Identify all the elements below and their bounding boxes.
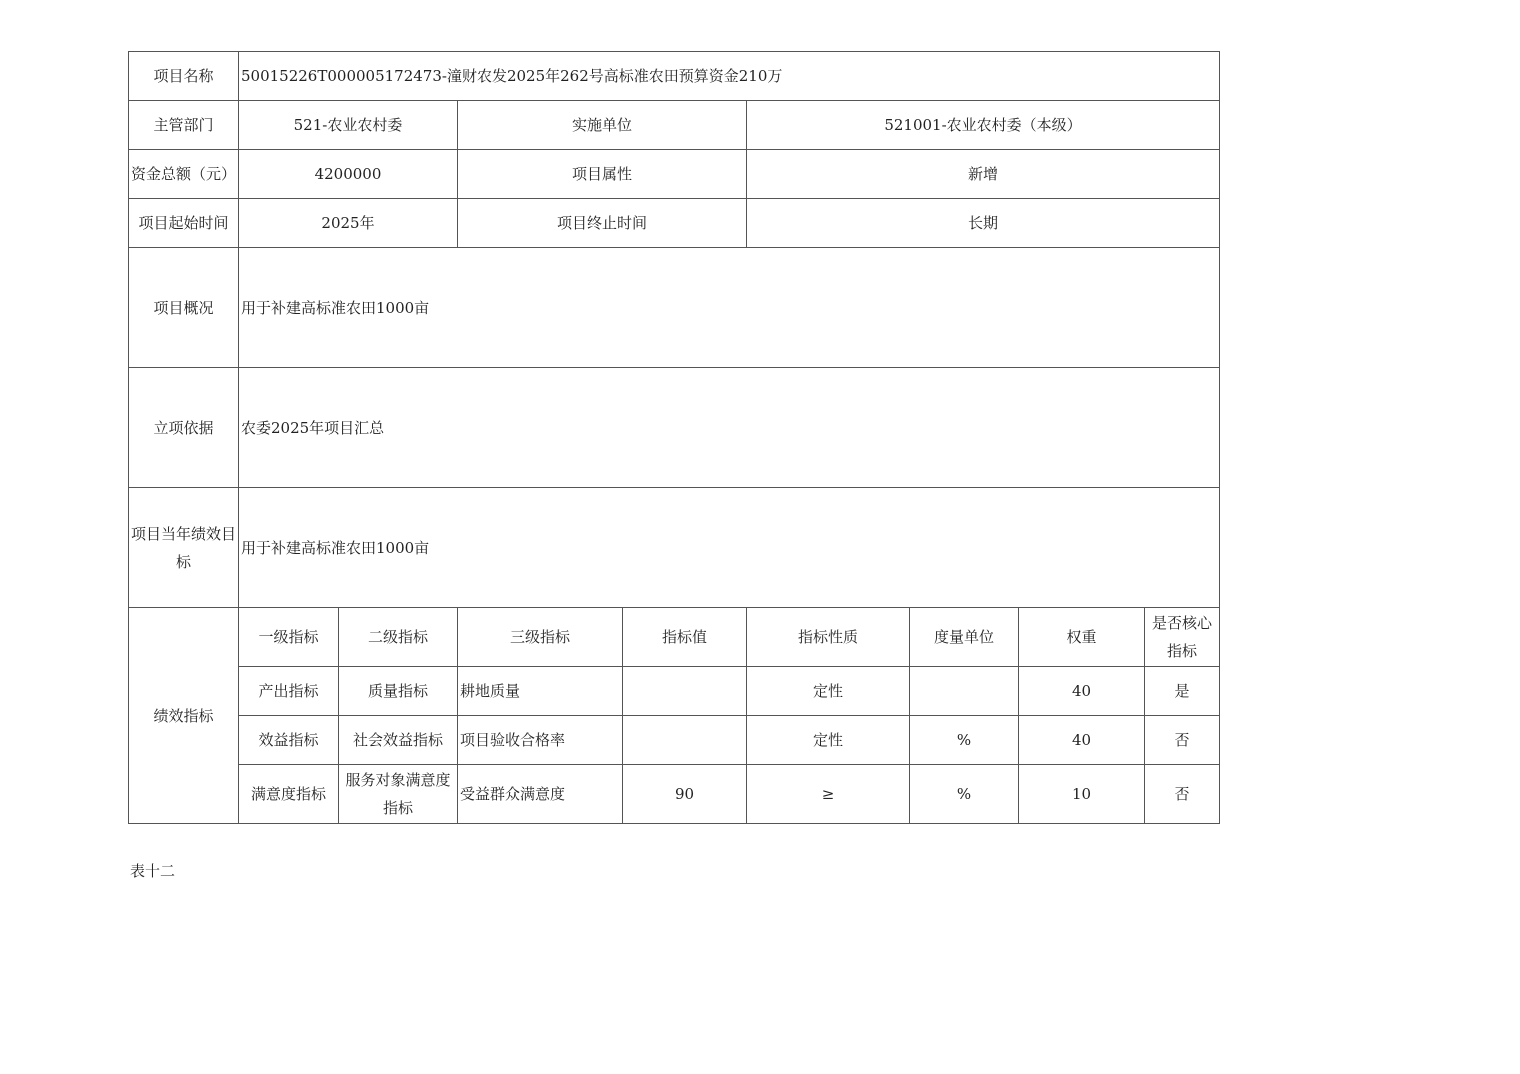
perf-header-row — [129, 608, 1220, 667]
perf-header-value: 指标值 — [623, 608, 747, 667]
perf-weight-cell: 40 — [1019, 716, 1145, 765]
row-department — [129, 101, 1220, 150]
goal-label: 项目当年绩效目标 — [129, 488, 239, 608]
table-row — [129, 716, 1220, 765]
end-value: 长期 — [747, 199, 1220, 248]
perf-level2-cell: 质量指标 — [339, 667, 458, 716]
table-row — [129, 667, 1220, 716]
perf-level1-cell: 效益指标 — [239, 716, 339, 765]
project-name-value: 50015226T000005172473-潼财农发2025年262号高标准农田预算资金210万 — [239, 52, 1220, 101]
funds-label: 资金总额（元） — [129, 150, 239, 199]
perf-level1-cell: 产出指标 — [239, 667, 339, 716]
basis-label: 立项依据 — [129, 368, 239, 488]
perf-nature-cell: 定性 — [747, 716, 910, 765]
project-name-label: 项目名称 — [129, 52, 239, 101]
funds-value: 4200000 — [239, 150, 458, 199]
perf-header-nature: 指标性质 — [747, 608, 910, 667]
perf-value-cell: 90 — [623, 765, 747, 824]
perf-value-cell — [623, 667, 747, 716]
row-basis — [129, 368, 1220, 488]
perf-level3-cell: 耕地质量 — [458, 667, 623, 716]
perf-nature-cell: 定性 — [747, 667, 910, 716]
row-period — [129, 199, 1220, 248]
perf-level3-cell: 项目验收合格率 — [458, 716, 623, 765]
perf-header-weight: 权重 — [1019, 608, 1145, 667]
perf-value-cell — [623, 716, 747, 765]
perf-nature-cell: ≥ — [747, 765, 910, 824]
goal-value: 用于补建高标准农田1000亩 — [239, 488, 1220, 608]
row-project-name — [129, 52, 1220, 101]
end-label: 项目终止时间 — [458, 199, 747, 248]
attr-value: 新增 — [747, 150, 1220, 199]
perf-unit-cell — [910, 667, 1019, 716]
basis-value: 农委2025年项目汇总 — [239, 368, 1220, 488]
perf-core-cell: 否 — [1145, 765, 1220, 824]
overview-value: 用于补建高标准农田1000亩 — [239, 248, 1220, 368]
table-row — [129, 765, 1220, 824]
perf-level2-cell: 社会效益指标 — [339, 716, 458, 765]
impl-label: 实施单位 — [458, 101, 747, 150]
row-goal — [129, 488, 1220, 608]
dept-value: 521-农业农村委 — [239, 101, 458, 150]
start-label: 项目起始时间 — [129, 199, 239, 248]
perf-header-level2: 二级指标 — [339, 608, 458, 667]
row-funds — [129, 150, 1220, 199]
perf-unit-cell: % — [910, 765, 1019, 824]
perf-core-cell: 是 — [1145, 667, 1220, 716]
perf-level1-cell: 满意度指标 — [239, 765, 339, 824]
table-caption: 表十二 — [130, 862, 176, 880]
row-overview — [129, 248, 1220, 368]
perf-level2-cell: 服务对象满意度指标 — [339, 765, 458, 824]
perf-header-level3: 三级指标 — [458, 608, 623, 667]
perf-weight-cell: 10 — [1019, 765, 1145, 824]
project-form-table — [128, 51, 1220, 824]
perf-header-unit: 度量单位 — [910, 608, 1019, 667]
perf-header-level1: 一级指标 — [239, 608, 339, 667]
overview-label: 项目概况 — [129, 248, 239, 368]
attr-label: 项目属性 — [458, 150, 747, 199]
start-value: 2025年 — [239, 199, 458, 248]
perf-label: 绩效指标 — [129, 608, 239, 824]
dept-label: 主管部门 — [129, 101, 239, 150]
perf-unit-cell: % — [910, 716, 1019, 765]
perf-core-cell: 否 — [1145, 716, 1220, 765]
perf-header-core: 是否核心指标 — [1145, 608, 1220, 667]
impl-value: 521001-农业农村委（本级） — [747, 101, 1220, 150]
perf-weight-cell: 40 — [1019, 667, 1145, 716]
perf-level3-cell: 受益群众满意度 — [458, 765, 623, 824]
